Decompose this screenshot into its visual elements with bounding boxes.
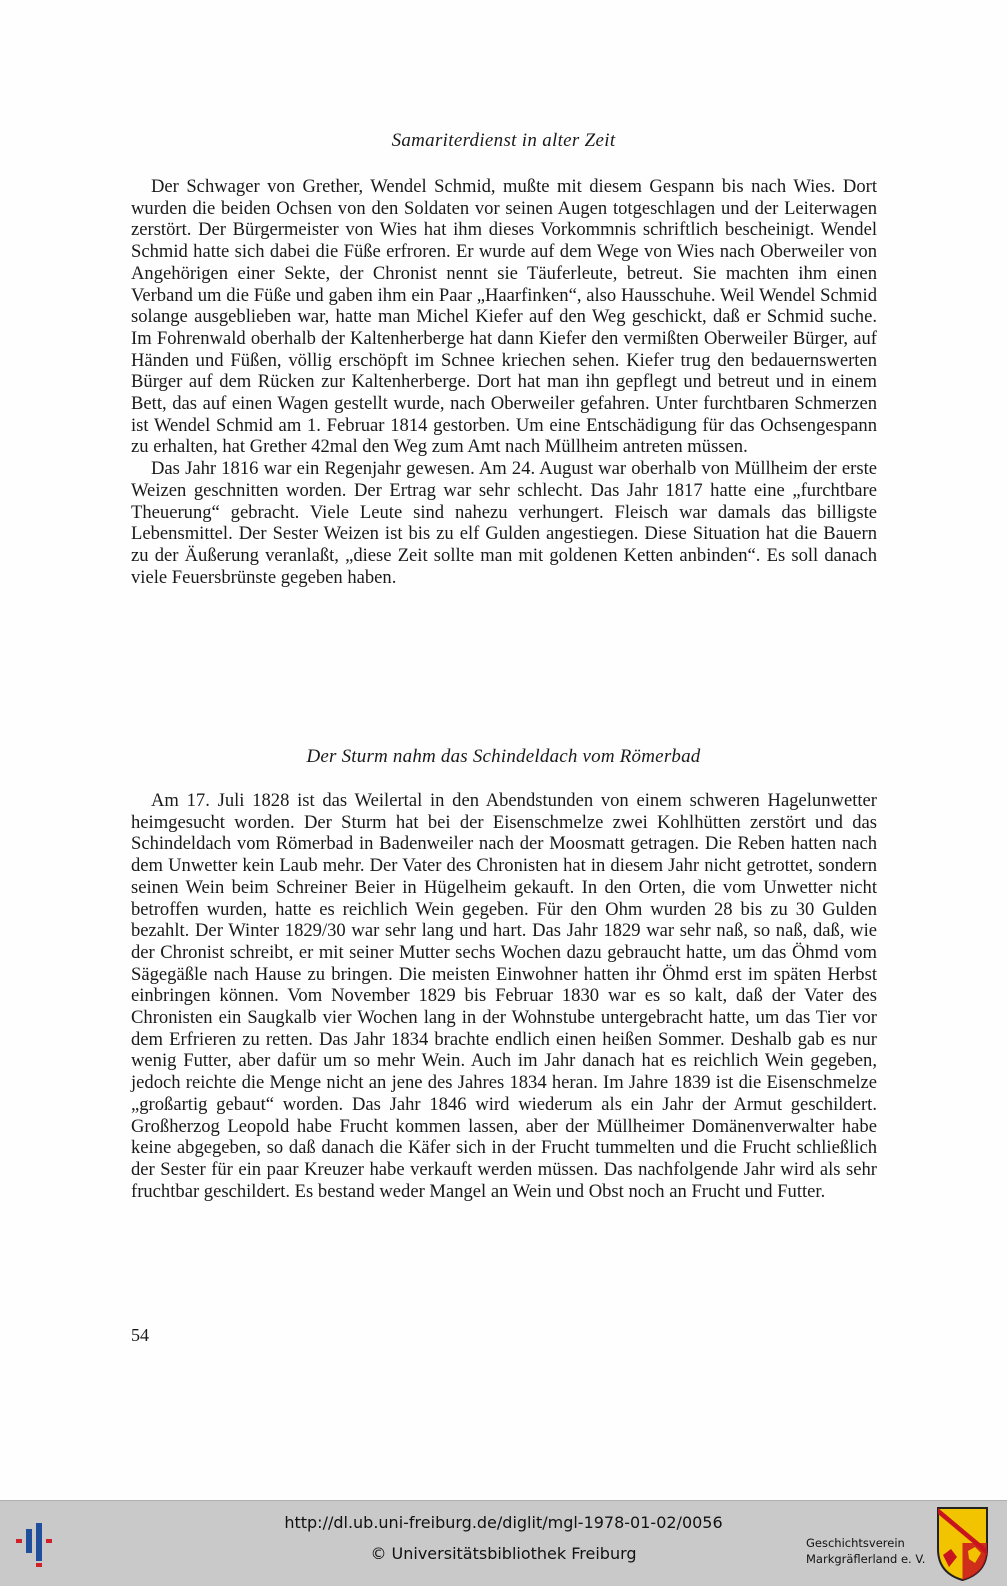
copyright-text: © Universitätsbibliothek Freiburg (370, 1544, 637, 1563)
page-number: 54 (131, 1325, 149, 1345)
section-heading: Der Sturm nahm das Schindeldach vom Römerbad (306, 746, 701, 767)
viewer-footer (0, 1500, 1007, 1586)
text-block-2 (131, 790, 877, 1202)
text-block-1 (131, 176, 877, 588)
paragraph: Das Jahr 1816 war ein Regenjahr gewesen. Am 24. August war oberhalb von Müllheim der erste Weizen geschnitten worden. Der Ertrag war sehr schlecht. Das Jahr 1817 hatte eine „furchtbare Theuerung“ gebracht. Viele Leute sind nahezu verhungert. Fleisch war damals das billigste Lebensmittel. Der Sester Weizen ist bis zu elf Gulden angestiegen. Diese Situation hat die Bauern zu der Äußerung veranlaßt, „diese Zeit sollte man mit goldenen Ketten anbinden“. Es soll danach viele Feuersbrünste gegeben haben. (131, 458, 877, 588)
paragraph: Der Schwager von Grether, Wendel Schmid, mußte mit diesem Gespann bis nach Wies. Dort wurden die beiden Ochsen von den Soldaten vor seinen Augen totgeschlagen und der Leiterwagen zerstört. Der Bürgermeister von Wies hat ihm dieses Vorkommnis schriftlich bescheinigt. Wendel Schmid hatte sich dabei die Füße erfroren. Er wurde auf dem Wege von Wies nach Oberweiler von Angehörigen einer Sekte, der Chronist nennt sie Täuferleute, betreut. Sie machten ihm einen Verband um die Füße und gaben ihm ein Paar „Haarfinken“, also Hausschuhe. Weil Wendel Schmid solange ausgeblieben war, hatte man Michel Kiefer auf den Weg geschickt, daß er Schmid suche. Im Fohrenwald oberhalb der Kaltenherberge hat dann Kiefer den vermißten Oberweiler Bürger, auf Händen und Füßen, völlig erschöpft im Schnee kriechen sehen. Kiefer trug den bedauernswerten Bürger auf dem Rücken zur Kaltenherberge. Dort hat man ihn gepflegt und betreut und in einem Bett, das auf einen Wagen gestellt wurde, nach Oberweiler gefahren. Unter furchtbaren Schmerzen ist Wendel Schmid am 1. Februar 1814 gestorben. Um eine Entschädigung für das Ochsengespann zu erhalten, hat Grether 42mal den Weg zum Amt nach Müllheim antreten müssen. (131, 176, 877, 458)
running-head: Samariterdienst in alter Zeit (391, 130, 616, 151)
document-url-link[interactable]: http://dl.ub.uni-freiburg.de/diglit/mgl-1978-01-02/0056 (284, 1513, 723, 1532)
society-name (806, 1535, 925, 1567)
society-crest-icon (935, 1505, 990, 1582)
society-name-line: Markgräflerland e. V. (806, 1552, 926, 1566)
paragraph: Am 17. Juli 1828 ist das Weilertal in den Abendstunden von einem schweren Hagelunwetter heimgesucht worden. Der Sturm hat bei der Eisenschmelze zwei Kohlhütten zerstört und das Schindeldach vom Römerbad in Badenweiler nach der Moosmatt getragen. Die Reben hatten nach dem Unwetter kein Laub mehr. Der Vater des Chronisten hat in diesem Jahr nicht getrottet, sondern seinen Wein beim Schreiner Beier in Hügelheim gekauft. In den Orten, die vom Unwetter nicht betroffen wurden, hatte es reichlich Wein gegeben. Für den Ohm wurden 28 bis zu 30 Gulden bezahlt. Der Winter 1829/30 war sehr lang und hart. Das Jahr 1829 war sehr naß, so naß, daß, wie der Chronist schreibt, er mit seiner Mutter sechs Wochen dazu gebraucht hatte, um das Öhmd vom Sägegäßle nach Hause zu bringen. Die meisten Einwohner hatten ihr Öhmd erst im späten Herbst einbringen können. Vom November 1829 bis Februar 1830 war es so kalt, daß der Vater des Chronisten ein Saugkalb vier Wochen lang in der Wohnstube untergebracht hatte, um das Tier vor dem Erfrieren zu retten. Das Jahr 1834 brachte endlich einen heißen Sommer. Deshalb gab es nur wenig Futter, aber dafür um so mehr Wein. Auch im Jahr danach hat es reichlich Wein gegeben, jedoch reichte die Menge nicht an jene des Jahres 1834 heran. Im Jahre 1839 ist die Eisenschmelze „großartig gebaut“ worden. Das Jahr 1846 wird wiederum als ein Jahr der Armut geschildert. Großherzog Leopold habe Frucht kommen lassen, aber der Müllheimer Domänenverwalter habe keine abgegeben, so daß danach die Käfer sich in der Frucht tummelten und die Frucht schließlich der Sester für ein paar Kreuzer habe verkauft werden müssen. Das nachfolgende Jahr wird als sehr fruchtbar geschildert. Es bestand weder Mangel an Wein und Obst noch an Frucht und Futter. (131, 790, 877, 1202)
society-name-line: Geschichtsverein (806, 1536, 905, 1550)
